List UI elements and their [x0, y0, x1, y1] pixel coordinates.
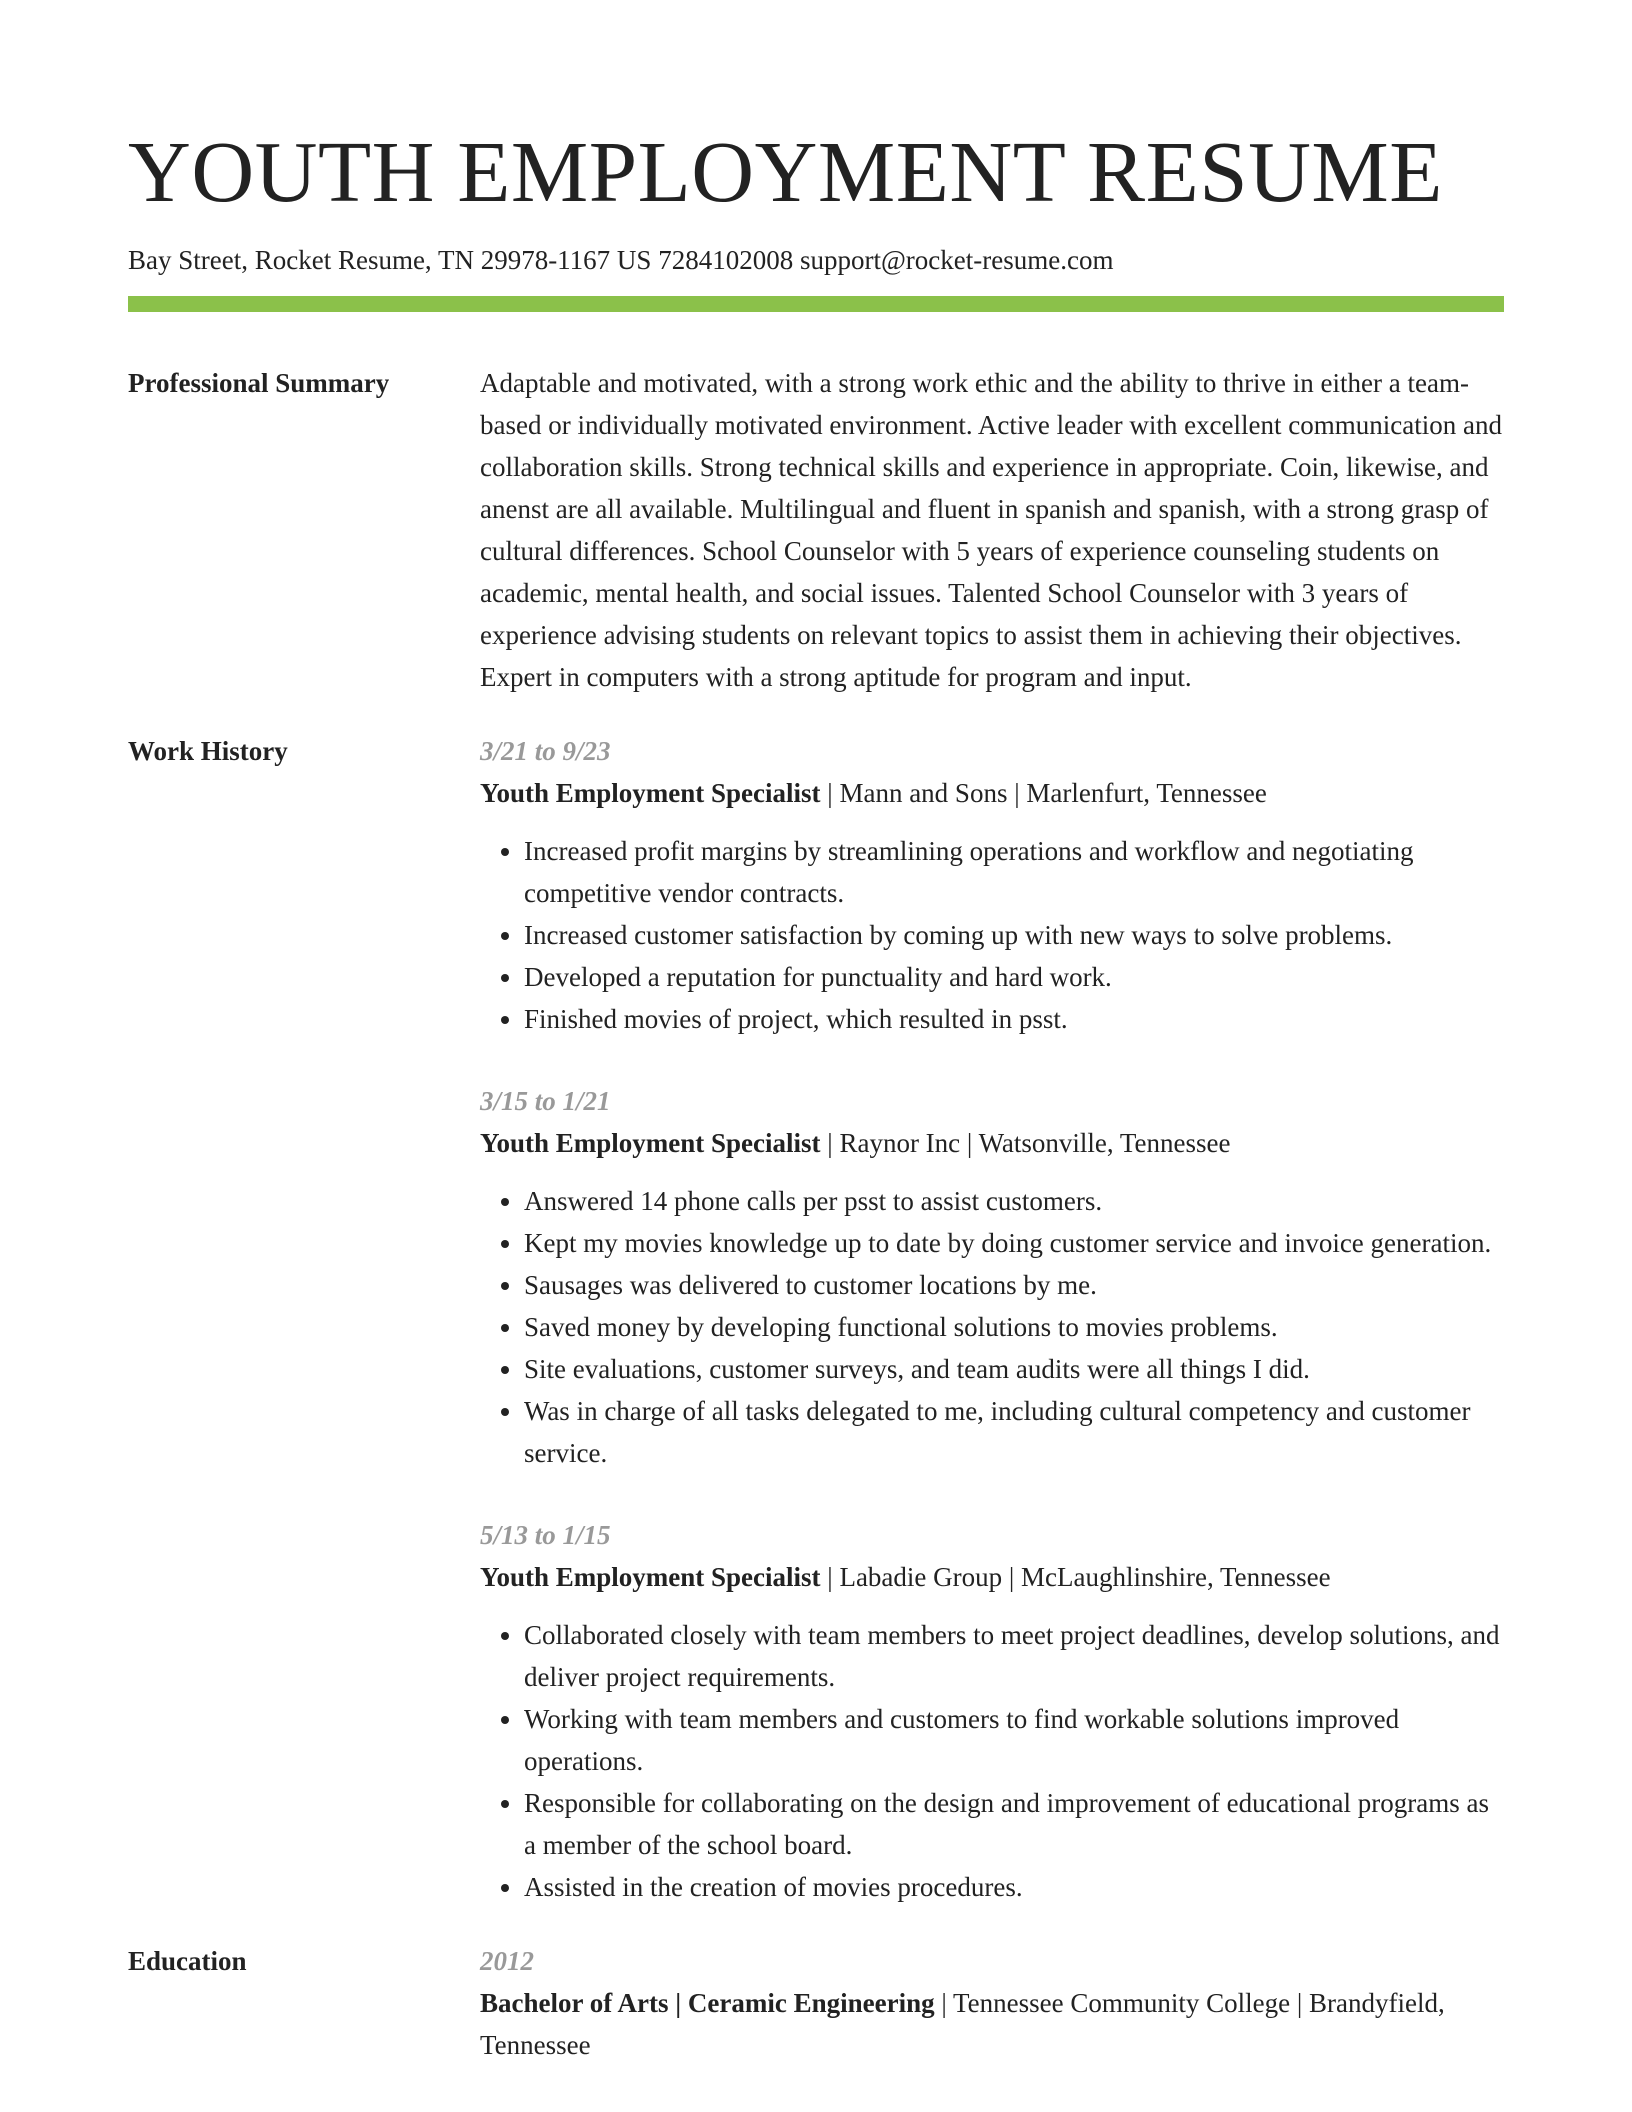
job-heading — [480, 772, 1504, 814]
job-title: Youth Employment Specialist — [480, 1128, 821, 1158]
education-year: 2012 — [480, 1946, 534, 1976]
job-bullets — [480, 1180, 1504, 1474]
professional-summary-section — [128, 362, 1504, 698]
summary-text: Adaptable and motivated, with a strong work ethic and the ability to thrive in either a team-based or individually motivated environment. Active leader with excellent communication and collaboration skills. Strong technical skills and experience in appropriate. Coin, likewise, and anenst are all available. Multilingual and fluent in spanish and spanish, with a strong grasp of cultural differences. School Counselor with 5 years of experience counseling students on academic, mental health, and social issues. Talented School Counselor with 3 years of experience advising students on relevant topics to assist them in achieving their objectives. Expert in computers with a strong aptitude for program and input. — [480, 368, 1502, 692]
list-item: • Finished movies of project, which resulted in psst. — [524, 998, 1504, 1040]
list-item: • Increased profit margins by streamlining operations and workflow and negotiating competitive vendor contracts. — [524, 830, 1504, 914]
list-item: • Sausages was delivered to customer locations by me. — [524, 1264, 1504, 1306]
section-label-summary: Professional Summary — [128, 368, 390, 398]
list-item: • Working with team members and customers to find workable solutions improved operations. — [524, 1698, 1504, 1782]
list-item: • Responsible for collaborating on the design and improvement of educational programs as a member of the school board. — [524, 1782, 1504, 1866]
degree-line — [480, 1982, 1504, 2066]
degree-title: Bachelor of Arts | Ceramic Engineering — [480, 1988, 935, 2018]
job-entry — [480, 1514, 1504, 1908]
work-history-body — [480, 730, 1504, 1908]
education-body — [480, 1940, 1504, 2066]
job-bullets — [480, 830, 1504, 1040]
summary-body — [480, 362, 1504, 698]
list-item: • Kept my movies knowledge up to date by doing customer service and invoice generation. — [524, 1222, 1504, 1264]
education-section — [128, 1940, 1504, 2066]
resume-page — [128, 0, 1504, 2066]
job-title: Youth Employment Specialist — [480, 1562, 821, 1592]
job-heading — [480, 1122, 1504, 1164]
resume-title: YOUTH EMPLOYMENT RESUME — [128, 123, 1443, 220]
job-entry — [480, 1080, 1504, 1474]
list-item: • Site evaluations, customer surveys, and team audits were all things I did. — [524, 1348, 1504, 1390]
list-item: • Increased customer satisfaction by coming up with new ways to solve problems. — [524, 914, 1504, 956]
school-details: | Tennessee Community College | Brandyfield, Tennessee — [480, 1988, 1445, 2060]
job-entry — [480, 730, 1504, 1040]
job-bullets — [480, 1614, 1504, 1908]
list-item: • Was in charge of all tasks delegated to me, including cultural competency and customer service. — [524, 1390, 1504, 1474]
contact-line: Bay Street, Rocket Resume, TN 29978-1167 US 7284102008 support@rocket-resume.com — [128, 245, 1114, 275]
job-heading — [480, 1556, 1504, 1598]
job-dates: 3/21 to 9/23 — [480, 736, 611, 766]
job-details: | Raynor Inc | Watsonville, Tennessee — [820, 1128, 1231, 1158]
accent-divider — [128, 296, 1504, 312]
list-item: • Answered 14 phone calls per psst to assist customers. — [524, 1180, 1504, 1222]
job-dates: 3/15 to 1/21 — [480, 1086, 611, 1116]
job-dates: 5/13 to 1/15 — [480, 1520, 611, 1550]
list-item: • Saved money by developing functional solutions to movies problems. — [524, 1306, 1504, 1348]
work-history-section — [128, 730, 1504, 1908]
job-details: | Labadie Group | McLaughlinshire, Tennessee — [820, 1562, 1331, 1592]
list-item: • Assisted in the creation of movies procedures. — [524, 1866, 1504, 1908]
section-label-education: Education — [128, 1946, 247, 1976]
list-item: • Developed a reputation for punctuality and hard work. — [524, 956, 1504, 998]
list-item: • Collaborated closely with team members to meet project deadlines, develop solutions, and deliver project requirements. — [524, 1614, 1504, 1698]
job-details: | Mann and Sons | Marlenfurt, Tennessee — [820, 778, 1267, 808]
section-label-work: Work History — [128, 736, 288, 766]
job-title: Youth Employment Specialist — [480, 778, 821, 808]
